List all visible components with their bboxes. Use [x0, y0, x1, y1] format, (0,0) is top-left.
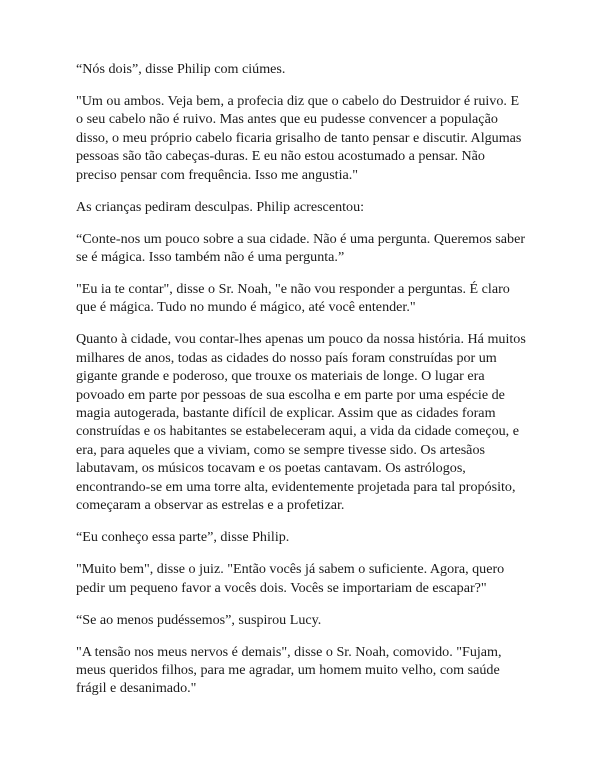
paragraph: “Se ao menos pudéssemos”, suspirou Lucy. — [76, 611, 322, 628]
paragraph: As crianças pediram desculpas. Philip acrescentou: — [76, 198, 365, 215]
paragraph: “Eu conheço essa parte”, disse Philip. — [76, 529, 290, 546]
paragraph: “Nós dois”, disse Philip com ciúmes. — [76, 61, 286, 77]
paragraph: "Um ou ambos. Veja bem, a profecia diz que o cabelo do Destruidor é ruivo. E o seu cabelo não é ruivo. Mas antes que eu pudesse convencer a população disso, o meu próprio cabelo ficaria grisalho de tanto pensar e discutir. Algumas pessoas são tão cabeças-duras. E eu não estou acostumado a pensar. Não preciso pensar com frequência. Isso me angustia." — [76, 93, 522, 183]
paragraph: “Conte-nos um pouco sobre a sua cidade. Não é uma pergunta. Queremos saber se é mágica. Isso também não é uma pergunta.” — [76, 230, 526, 266]
paragraph: "Eu ia te contar", disse o Sr. Noah, "e não vou responder a perguntas. É claro que é mágica. Tudo no mundo é mágico, até você entender." — [76, 281, 510, 316]
paragraph: "Muito bem", disse o juiz. "Então vocês já sabem o suficiente. Agora, quero pedir um pequeno favor a vocês dois. Vocês se importariam de escapar?" — [76, 561, 505, 596]
paragraph: Quanto à cidade, vou contar-lhes apenas um pouco da nossa história. Há muitos milhares de anos, todas as cidades do nosso país foram construídas por um gigante grande e poderoso, que trouxe os materiais de longe. O lugar era povoado em parte por pessoas de sua escolha e em parte por uma espécie de magia autogerada, bastante difícil de explicar. Assim que as cidades foram construídas e os habitantes se estabeleceram aqui, a vida da cidade começou, e era, para aqueles que a viviam, como se sempre tivesse sido. Os artesãos labutavam, os músicos tocavam e os poetas cantavam. Os astrólogos, encontrando-se em uma torre alta, evidentemente projetada para tal propósito, começaram a observar as estrelas e a profetizar. — [76, 331, 526, 514]
paragraph: "A tensão nos meus nervos é demais", disse o Sr. Noah, comovido. "Fujam, meus queridos filhos, para me agradar, um homem muito velho, com saúde frágil e desanimado." — [76, 643, 502, 697]
document-body — [76, 60, 528, 711]
